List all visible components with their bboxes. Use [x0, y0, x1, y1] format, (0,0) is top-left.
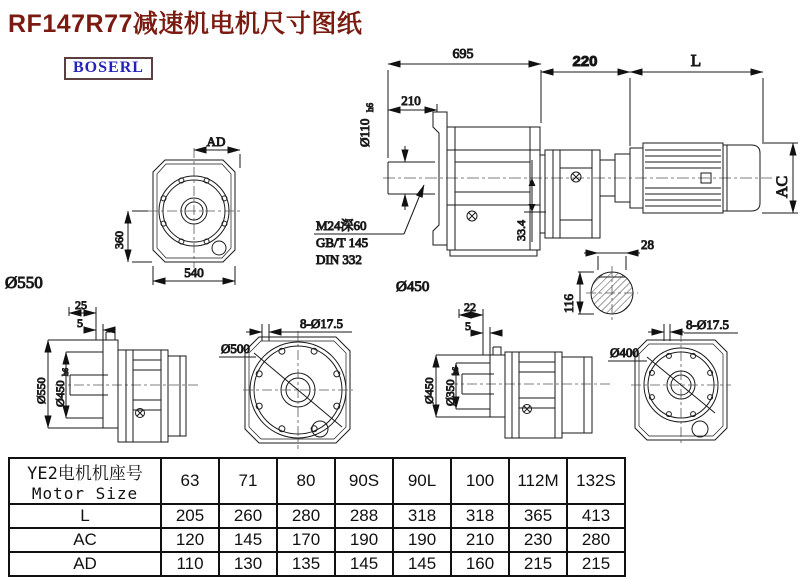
dim-ac-label: AC: [774, 175, 791, 198]
dim-5-label: 5: [77, 316, 83, 330]
col-header-71: 71: [219, 458, 277, 504]
table-row-L: [9, 504, 625, 528]
dim-spigot450-label: Ø450: [53, 380, 67, 407]
shaft-section-view: [561, 237, 654, 320]
note-gbt-label: GB/T 145: [316, 235, 369, 250]
cell: 230: [509, 528, 567, 552]
note-m24-label: M24深60: [316, 218, 367, 233]
cell: 318: [451, 504, 509, 528]
table-row-AD: [9, 552, 625, 576]
col-header-112m: 112M: [509, 458, 567, 504]
cell: 110: [161, 552, 219, 576]
motor-size-table: [8, 457, 626, 577]
col-header-63: 63: [161, 458, 219, 504]
boserl-logo: BOSERL: [64, 57, 153, 80]
dim-695-label: 695: [452, 47, 474, 62]
cell: 130: [219, 552, 277, 576]
dim-22-label: 22: [464, 300, 476, 314]
cell: 215: [509, 552, 567, 576]
dim-5b-label: 5: [465, 319, 471, 333]
cell: 413: [567, 504, 625, 528]
cell: 205: [161, 504, 219, 528]
cell: 288: [335, 504, 393, 528]
table-header-cn: YE2电机机座号: [27, 464, 143, 484]
cell: 135: [277, 552, 335, 576]
col-header-90s: 90S: [335, 458, 393, 504]
cell: 280: [567, 528, 625, 552]
table-header-en: Motor Size: [31, 484, 139, 503]
col-header-80: 80: [277, 458, 335, 504]
cell: 260: [219, 504, 277, 528]
cell: 365: [509, 504, 567, 528]
dim-ad-label: AD: [206, 134, 226, 149]
dim-spigot450-tol-label: h6: [61, 368, 70, 376]
dim-shaft-dia-label: Ø110: [357, 118, 372, 147]
flange550-front-view: [219, 316, 353, 449]
table-row-AC: [9, 528, 625, 552]
row-label-AC: AC: [9, 528, 161, 552]
cell: 120: [161, 528, 219, 552]
cell: 160: [451, 552, 509, 576]
dim-spigot350-label: Ø350: [443, 379, 457, 406]
row-label-AD: AD: [9, 552, 161, 576]
caption-dia450-label: Ø450: [396, 279, 430, 295]
table-header-motor-size: [9, 458, 161, 504]
cell: 170: [277, 528, 335, 552]
col-header-90l: 90L: [393, 458, 451, 504]
dim-220-label: 220: [572, 53, 598, 70]
cell: 318: [393, 504, 451, 528]
dim-spigot350-tol-label: h6: [451, 367, 460, 375]
caption-dia550-label: Ø550: [5, 273, 43, 292]
cell: 145: [393, 552, 451, 576]
col-header-132s: 132S: [567, 458, 625, 504]
dim-shaft-tol-label: h6: [365, 103, 375, 112]
dim-od450-label: Ø450: [422, 377, 436, 404]
cell: 215: [567, 552, 625, 576]
cell: 210: [451, 528, 509, 552]
cell: 280: [277, 504, 335, 528]
holes-note-450-label: 8-Ø17.5: [686, 317, 729, 332]
dim-360-label: 360: [112, 231, 126, 249]
col-header-100: 100: [451, 458, 509, 504]
bolt-circle-400-label: Ø400: [610, 345, 639, 360]
motor-size-table-container: [8, 457, 626, 577]
dim-od550-label: Ø550: [34, 377, 48, 404]
dim-210-label: 210: [401, 93, 421, 108]
dim-540-label: 540: [184, 265, 204, 280]
flange450-side-view: [396, 279, 610, 438]
side-view-gearbox-motor: [314, 47, 798, 267]
dim-334-label: 33.4: [514, 220, 528, 241]
bolt-circle-500-label: Ø500: [221, 341, 250, 356]
dim-28-label: 28: [641, 237, 654, 252]
dim-25-label: 25: [75, 298, 87, 312]
cell: 190: [335, 528, 393, 552]
cell: 190: [393, 528, 451, 552]
page-title: RF147R77减速机电机尺寸图纸: [8, 10, 363, 38]
dim-L-label: L: [690, 51, 702, 70]
flange550-side-view: [34, 298, 200, 442]
dim-116-label: 116: [561, 293, 576, 313]
flange450-front-view: [608, 317, 738, 446]
front-view-gearbox: [5, 134, 240, 292]
cell: 145: [335, 552, 393, 576]
note-din-label: DIN 332: [316, 252, 362, 267]
holes-note-550-label: 8-Ø17.5: [300, 316, 343, 331]
cell: 145: [219, 528, 277, 552]
row-label-L: L: [9, 504, 161, 528]
